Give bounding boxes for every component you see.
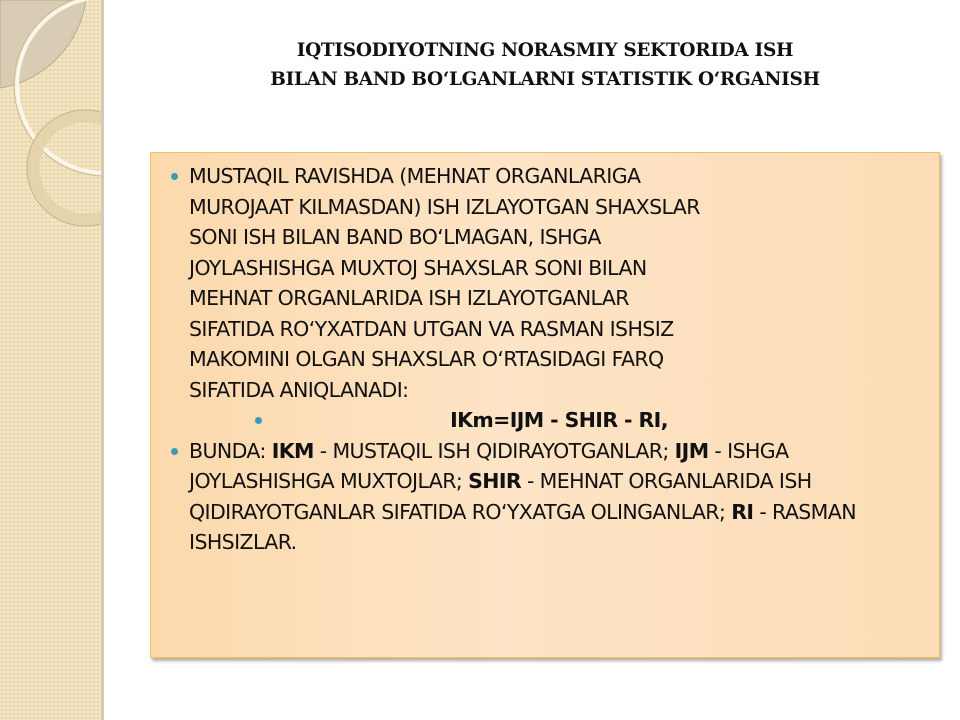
- line: SIFATIDA RO‘YXATDAN UTGAN VA RASMAN ISHSIZ: [189, 316, 674, 341]
- decorative-circles-icon: [0, 0, 104, 720]
- term-ri: RI: [731, 499, 754, 524]
- formula-text: IKm=IJM - SHIR - RI,: [450, 408, 668, 432]
- bullet-dot-icon: [255, 417, 262, 424]
- title-line-2: BILAN BAND BO‘LGANLARNI STATISTIK O‘RGANISH: [270, 69, 820, 90]
- bullet-dot-icon: [171, 448, 178, 455]
- def-ijm: - ISHGA JOYLASHISHGA MUXTOJLAR;: [189, 438, 789, 493]
- line: MAKOMINI OLGAN SHAXSLAR O‘RTASIDAGI FARQ: [189, 347, 664, 371]
- def-ri: - RASMAN ISHSIZLAR.: [189, 499, 856, 554]
- line: SIFATIDA ANIQLANADI:: [189, 377, 409, 402]
- line: MEHNAT ORGANLARIDA ISH IZLAYOTGANLAR: [189, 286, 629, 310]
- content-box: [150, 152, 940, 658]
- term-ikm: IKM: [271, 438, 314, 463]
- bullet-definition: [169, 161, 929, 405]
- bullet-legend: [169, 436, 929, 558]
- def-shir: - MEHNAT ORGANLARIDA ISH QIDIRAYOTGANLAR SIFATIDA RO‘YXATGA OLINGANLAR;: [189, 469, 812, 524]
- def-ikm: - MUSTAQIL ISH QIDIRAYOTGANLAR;: [313, 438, 675, 463]
- line: MUROJAAT KILMASDAN) ISH IZLAYOTGAN SHAXSLAR: [189, 194, 700, 219]
- line: JOYLASHISHGA MUXTOJ SHAXSLAR SONI BILAN: [189, 255, 647, 280]
- decorative-side-panel: [0, 0, 104, 720]
- line: SONI ISH BILAN BAND BO‘LMAGAN, ISHGA: [189, 225, 601, 249]
- slide-title: [140, 36, 950, 94]
- title-line-1: IQTISODIYOTNING NORASMIY SEKTORIDA ISH: [296, 40, 794, 61]
- bullet-formula: [169, 405, 929, 436]
- bullet-dot-icon: [171, 173, 178, 180]
- legend-prefix: BUNDA:: [189, 438, 272, 463]
- term-ijm: IJM: [674, 438, 709, 463]
- term-shir: SHIR: [468, 469, 522, 493]
- line: MUSTAQIL RAVISHDA (MEHNAT ORGANLARIGA: [189, 164, 641, 188]
- bullet-list: [169, 161, 929, 558]
